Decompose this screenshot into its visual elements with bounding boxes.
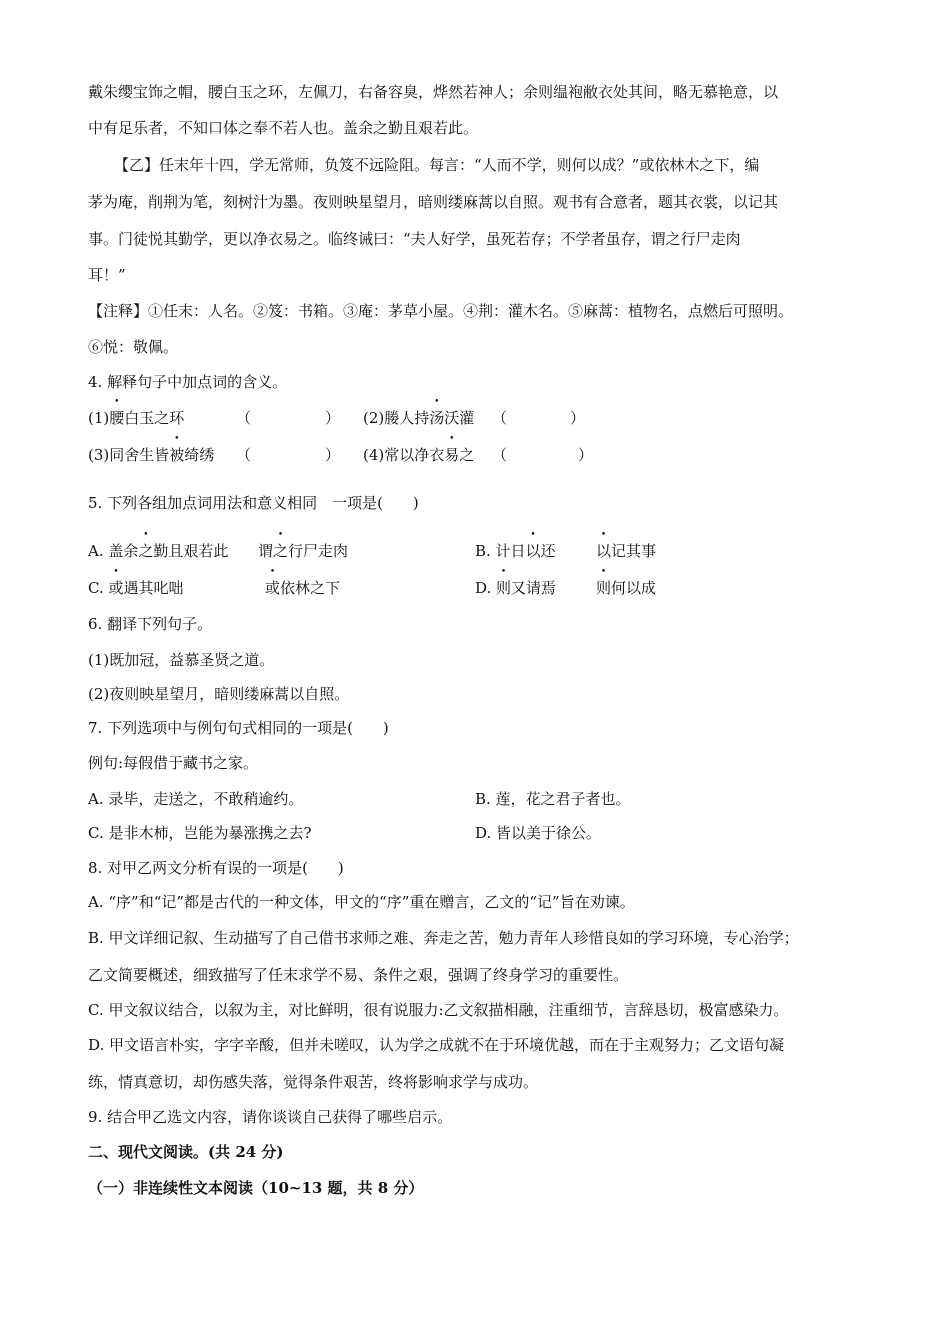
q4-item-1-text: 白玉之环 (124, 409, 185, 427)
passage-b-line: 耳！” (88, 266, 126, 284)
answer-paren-right: ） (325, 446, 341, 464)
answer-paren-left: （ (492, 409, 508, 427)
answer-paren-right: ） (325, 409, 341, 427)
subsection-heading: （一）非连续性文本阅读（10~13 题，共 8 分） (88, 1179, 424, 1197)
q5-option-c-second-text: 依林之下 (280, 579, 341, 597)
q7-option-a: A. 录毕，走送之，不敢稍逾约。 (88, 790, 304, 808)
emphasized-char: 腰 (109, 409, 125, 427)
q5-option-c-label: C. (88, 579, 109, 597)
q4-item-4-prefix: (4)常以净衣 (363, 446, 445, 464)
question-8-stem: 8. 对甲乙两文分析有误的一项是( ) (88, 859, 344, 877)
q5-option-c-second (265, 577, 340, 598)
q4-item-3-text: 绮绣 (184, 446, 215, 464)
q5-option-d (475, 577, 556, 598)
q4-item-1-prefix: (1) (88, 409, 110, 427)
question-9-stem: 9. 结合甲乙选文内容，请你谈谈自己获得了哪些启示。 (88, 1108, 453, 1126)
notes-line: 【注释】①任末：人名。②笈：书箱。③庵：茅草小屋。④荆：灌木名。⑤麻蒿：植物名，点燃后可照明。 (88, 302, 794, 320)
emphasized-char: 被 (169, 446, 185, 464)
question-4-stem: 4. 解释句子中加点词的含义。 (88, 373, 288, 391)
emphasized-char: 或 (108, 579, 124, 597)
passage-a-line: 中有足乐者，不知口体之奉不若人也。盖余之勤且艰若此。 (88, 119, 479, 137)
answer-paren-left: （ (492, 446, 508, 464)
q5-option-d-label: D. (475, 579, 497, 597)
question-6-stem: 6. 翻译下列句子。 (88, 615, 213, 633)
q5-option-a (88, 540, 228, 561)
q4-item-2 (363, 407, 474, 428)
emphasized-char: 以 (525, 542, 541, 560)
emphasized-char: 之 (273, 542, 289, 560)
q8-option-b: B. 甲文详细记叙、生动描写了自己借书求师之难、奔走之苦，勉力青年人珍惜良如的学习环境，专心治学； (88, 929, 799, 947)
q5-option-c (88, 577, 184, 598)
q4-item-3 (88, 444, 214, 465)
passage-b-line: 茅为庵，削荆为笔，刻树汁为墨。夜则映星望月，暗则缕麻蒿以自照。观书有合意者，题其衣裳，以记其 (88, 193, 779, 211)
passage-a-line: 戴朱缨宝饰之帽，腰白玉之环，左佩刀，右备容臭，烨然若神人；余则缊袍敝衣处其间，略无慕艳意，以 (88, 83, 779, 101)
passage-b-line: 【乙】任末年十四，学无常师，负笈不远险阻。每言：“人而不学，则何以成？”或依林木之下，编 (114, 156, 760, 174)
q5-option-d-text: 又请焉 (511, 579, 557, 597)
q5-option-a-label: A. 盖余 (88, 542, 139, 560)
q6-item-1: (1)既加冠，益慕圣贤之道。 (88, 651, 275, 669)
emphasized-char: 则 (496, 579, 512, 597)
q4-item-2-text: 沃灌 (444, 409, 475, 427)
emphasized-char: 以 (596, 542, 612, 560)
passage-b-line: 事。门徒悦其勤学，更以净衣易之。临终诫曰：“夫人好学，虽死若存；不学者虽存，谓之行尸走肉 (88, 230, 741, 248)
q5-option-a-second-text: 行尸走肉 (288, 542, 349, 560)
emphasized-char: 或 (265, 579, 281, 597)
q6-item-2: (2)夜则映星望月，暗则缕麻蒿以自照。 (88, 685, 350, 703)
q5-option-b (475, 540, 556, 561)
q5-option-a-second-prefix: 谓 (258, 542, 274, 560)
answer-paren-left: （ (236, 446, 252, 464)
q5-option-b-second-text: 记其事 (611, 542, 657, 560)
q5-option-b-text: 还 (540, 542, 556, 560)
q4-item-4-text: 之 (459, 446, 475, 464)
q4-item-4 (363, 444, 474, 465)
q5-option-a-second (258, 540, 348, 561)
q7-option-b: B. 莲，花之君子者也。 (475, 790, 631, 808)
q8-option-d: D. 甲文语言朴实，字字辛酸，但并未嗟叹，认为学之成就不在于环境优越，而在于主观努力；乙文语句凝 (88, 1036, 785, 1054)
q4-item-3-prefix: (3)同舍生皆 (88, 446, 170, 464)
q8-option-a: A. “序”和“记”都是古代的一种文体，甲文的“序”重在赠言，乙文的“记”旨在劝谏。 (88, 893, 635, 911)
q5-option-a-text: 勤且艰若此 (153, 542, 229, 560)
q7-example: 例句:每假借于藏书之家。 (88, 754, 259, 772)
question-7-stem: 7. 下列选项中与例句句式相同的一项是( ) (88, 719, 389, 737)
q7-option-c: C. 是非木柿，岂能为暴涨携之去? (88, 824, 312, 842)
q5-option-b-second (596, 540, 656, 561)
emphasized-char: 则 (596, 579, 612, 597)
q4-item-1 (88, 407, 184, 428)
emphasized-char: 之 (138, 542, 154, 560)
q7-option-d: D. 皆以美于徐公。 (475, 824, 602, 842)
question-5-stem: 5. 下列各组加点词用法和意义相同 一项是( ) (88, 494, 419, 512)
q4-item-2-prefix: (2)媵人持 (363, 409, 430, 427)
q5-option-c-text: 遇其叱咄 (123, 579, 184, 597)
emphasized-char: 易 (444, 446, 460, 464)
q5-option-d-second-text: 何以成 (611, 579, 657, 597)
q5-option-b-label: B. 计日 (475, 542, 526, 560)
q5-option-d-second (596, 577, 656, 598)
notes-line: ⑥悦：敬佩。 (88, 338, 179, 356)
answer-paren-right: ） (570, 409, 586, 427)
emphasized-char: 汤 (429, 409, 445, 427)
q8-option-d-cont: 练，情真意切，却伤感失落，觉得条件艰苦，终将影响求学与成功。 (88, 1073, 539, 1091)
answer-paren-right: ） (578, 446, 594, 464)
answer-paren-left: （ (236, 409, 252, 427)
q8-option-c: C. 甲文叙议结合，以叙为主，对比鲜明，很有说服力:乙文叙描相融，注重细节，言辞恳切，极富感染力。 (88, 1001, 789, 1019)
section-heading: 二、现代文阅读。(共 24 分) (88, 1143, 284, 1161)
q8-option-b-cont: 乙文简要概述，细致描写了任末求学不易、条件之艰，强调了终身学习的重要性。 (88, 966, 629, 984)
